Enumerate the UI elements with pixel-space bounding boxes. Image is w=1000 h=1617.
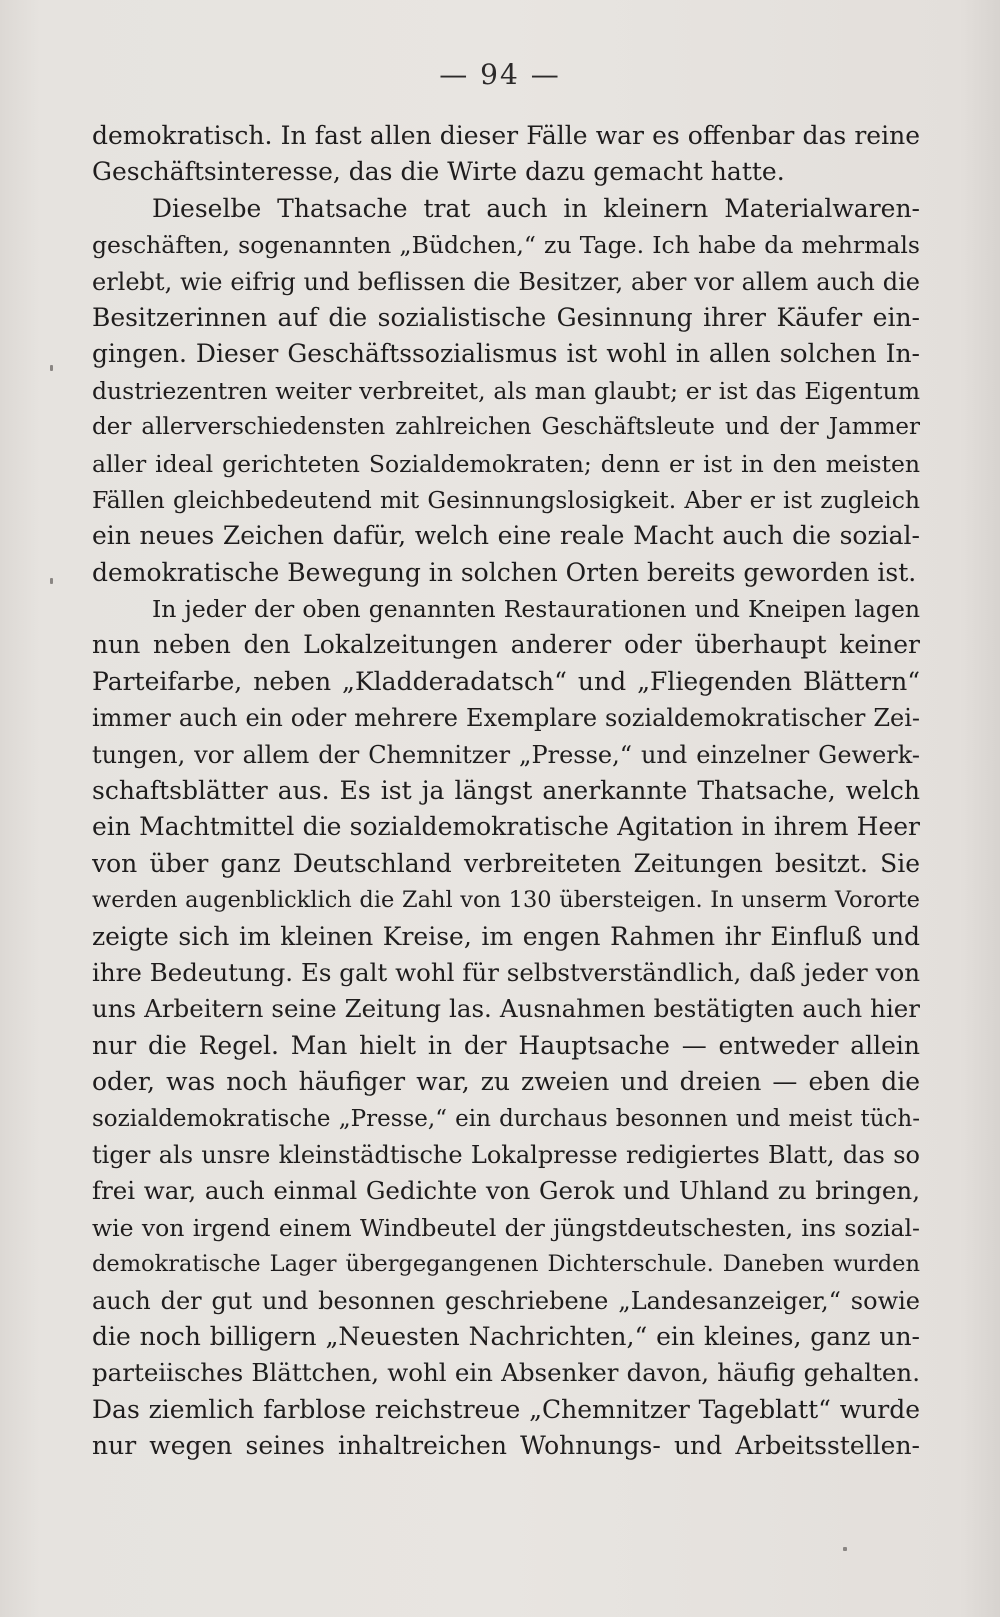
text-line: Das ziemlich farblose reichstreue „Chemnitzer Tageblatt“ wurde [92,1394,920,1424]
text-line: der allerverschiedensten zahlreichen Geschäftsleute und der Jammer [92,414,920,441]
text-line: aller ideal gerichteten Sozialdemokraten; denn er ist in den meisten [92,449,920,478]
text-line: Parteifarbe, neben „Kladderadatsch“ und „Fliegenden Blättern“ [92,666,920,696]
text-line: ein Machtmittel die sozialdemokratische Agitation in ihrem Heer [92,812,920,842]
text-line: nur die Regel. Man hielt in der Hauptsache — entweder allein [92,1030,920,1060]
text-line: werden augenblicklich die Zahl von 130 übersteigen. In unserm Vororte [92,887,920,914]
text-line: zeigte sich im kleinen Kreise, im engen Rahmen ihr Einfluß und [92,921,920,951]
text-line: demokratisch. In fast allen dieser Fälle war es offenbar das reine [92,121,920,150]
text-line: parteiisches Blättchen, wohl ein Absenker davon, häufig gehalten. [92,1358,920,1388]
text-line: demokratische Lager übergegangenen Dichterschule. Daneben wurden [92,1251,920,1278]
text-line: von über ganz Deutschland verbreiteten Zeitungen besitzt. Sie [92,848,920,878]
text-line: schaftsblätter aus. Es ist ja längst anerkannte Thatsache, welch [92,776,920,806]
text-line: In jeder der oben genannten Restaurationen und Kneipen lagen [152,595,920,624]
text-line: immer auch ein oder mehrere Exemplare sozialdemokratischer Zei- [92,704,920,733]
text-line: Besitzerinnen auf die sozialistische Gesinnung ihrer Käufer ein- [92,302,920,332]
text-line: tiger als unsre kleinstädtische Lokalpresse redigiertes Blatt, das so [92,1140,920,1169]
text-line: gingen. Dieser Geschäftssozialismus ist wohl in allen solchen In- [92,339,920,369]
text-line: demokratische Bewegung in solchen Orten bereits geworden ist. [92,557,917,587]
text-line: tungen, vor allem der Chemnitzer „Presse,“ und einzelner Gewerk- [92,740,920,769]
text-line: ihre Bedeutung. Es galt wohl für selbstverständlich, daß jeder von [92,957,920,987]
text-line: die noch billigern „Neuesten Nachrichten,“ ein kleines, ganz un- [92,1321,920,1351]
page-number: — 94 — [439,58,561,91]
text-line: Fällen gleichbedeutend mit Gesinnungslosigkeit. Aber er ist zugleich [92,485,920,514]
text-line: oder, was noch häufiger war, zu zweien und dreien — eben die [92,1067,920,1097]
text-line: uns Arbeitern seine Zeitung las. Ausnahmen bestätigten auch hier [92,994,920,1024]
text-line: nun neben den Lokalzeitungen anderer oder überhaupt keiner [92,630,920,660]
text-line: dustriezentren weiter verbreitet, als man glaubt; er ist das Eigentum [92,376,920,405]
text-line: frei war, auch einmal Gedichte von Gerok und Uhland zu bringen, [92,1176,920,1206]
text-line: wie von irgend einem Windbeutel der jüngstdeutschesten, ins sozial- [92,1213,920,1242]
text-line: erlebt, wie eifrig und beflissen die Besitzer, aber vor allem auch die [92,267,920,296]
text-line: geschäften, sogenannten „Büdchen,“ zu Tage. Ich habe da mehrmals [92,231,920,260]
text-line: Geschäftsinteresse, das die Wirte dazu gemacht hatte. [92,157,785,187]
margin-speck [50,365,53,371]
page-body [92,118,920,1464]
text-line: auch der gut und besonnen geschriebene „Landesanzeiger,“ sowie [92,1286,920,1315]
text-line: nur wegen seines inhaltreichen Wohnungs- und Arbeitsstellen- [92,1431,920,1461]
margin-speck [843,1547,847,1551]
text-line: sozialdemokratische „Presse,“ ein durchaus besonnen und meist tüch- [92,1105,920,1132]
text-line: Dieselbe Thatsache trat auch in kleinern Materialwaren- [152,193,920,223]
text-line: ein neues Zeichen dafür, welch eine reale Macht auch die sozial- [92,521,920,551]
margin-speck [50,578,53,584]
